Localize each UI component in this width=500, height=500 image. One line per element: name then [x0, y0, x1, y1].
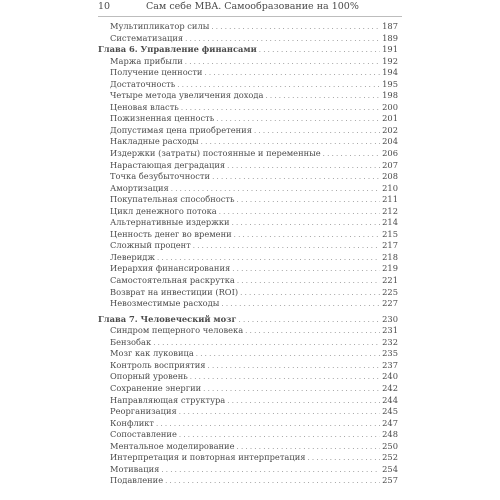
dot-leader [185, 57, 380, 69]
toc-entry [98, 56, 398, 68]
toc-page-number: 212 [382, 205, 398, 216]
dot-leader [237, 195, 381, 207]
toc-page-number: 207 [382, 159, 398, 170]
dot-leader [239, 315, 381, 327]
toc-page-number: 245 [382, 406, 398, 417]
toc-page-number: 257 [382, 475, 398, 486]
toc-title: Альтернативные издержки [110, 217, 230, 228]
toc-title: Сохранение энергии [110, 382, 202, 393]
toc-entry [98, 348, 398, 360]
toc-title: Синдром пещерного человека [110, 325, 244, 336]
toc-title: Цикл денежного потока [110, 205, 217, 216]
toc-page-number: 211 [382, 194, 398, 205]
running-title: Сам себе MBA. Самообразование на 100% [146, 1, 359, 12]
toc-page-number: 215 [382, 228, 398, 239]
toc-title: Достаточность [110, 78, 176, 89]
page-number: 10 [98, 1, 111, 12]
toc-title: Бензобак [110, 336, 152, 347]
toc-title: Четыре метода увеличения дохода [110, 90, 264, 101]
toc-page-number: 230 [382, 313, 398, 324]
toc-page-number: 219 [382, 263, 398, 274]
toc-title: Ценность денег во времени [110, 228, 232, 239]
dot-leader [208, 361, 381, 373]
toc-page-number: 217 [382, 240, 398, 251]
toc-entry [98, 337, 398, 349]
toc-title: Мозг как луковица [110, 348, 194, 359]
toc-chapter [98, 314, 398, 326]
toc-entry [98, 33, 398, 45]
toc-page-number: 250 [382, 440, 398, 451]
toc-page-number: 187 [382, 21, 398, 31]
toc-entry [98, 183, 398, 195]
toc-title: Конфликт [110, 417, 155, 428]
toc-entry [98, 90, 398, 102]
toc-page-number: 235 [382, 348, 398, 359]
toc-title: Интерпретация и повторная интерпретация [110, 452, 306, 463]
toc-entry [98, 475, 398, 487]
dot-leader [265, 91, 380, 103]
toc-page-number: 231 [382, 325, 398, 336]
toc-title: Мультипликатор силы [110, 21, 210, 31]
dot-leader [232, 218, 381, 230]
toc-title: Получение ценности [110, 67, 203, 78]
dot-leader [227, 161, 380, 173]
dot-leader [190, 372, 380, 384]
toc-title: Невозместимые расходы [110, 298, 220, 309]
toc-title: Издержки (затраты) постоянные и переменные [110, 148, 321, 159]
toc-page-number: 201 [382, 113, 398, 124]
toc-title: Самостоятельная раскрутка [110, 275, 235, 286]
toc-title: Амортизация [110, 182, 169, 193]
toc-title: Накладные расходы [110, 136, 199, 147]
toc-page-number: 237 [382, 359, 398, 370]
toc-page-number: 252 [382, 452, 398, 463]
dot-leader [234, 230, 381, 242]
dot-leader [237, 276, 380, 288]
toc-title: Сложный процент [110, 240, 191, 251]
toc-page-number: 242 [382, 382, 398, 393]
toc-title: Пожизненная ценность [110, 113, 215, 124]
toc-entry [98, 136, 398, 148]
dot-leader [219, 207, 380, 219]
dot-leader [156, 419, 380, 431]
toc-entry [98, 102, 398, 114]
toc-title: Мотивация [110, 463, 160, 474]
toc-page-number: 195 [382, 78, 398, 89]
toc-entry [98, 287, 398, 299]
toc-title: Контроль восприятия [110, 359, 206, 370]
toc-entry [98, 206, 398, 218]
toc-title: Систематизация [110, 32, 184, 43]
dot-leader [240, 288, 380, 300]
toc-entry [98, 252, 398, 264]
toc-entry [98, 429, 398, 441]
toc-entry [98, 275, 398, 287]
dot-leader [193, 241, 380, 253]
toc-page-number: 189 [382, 32, 398, 43]
toc-page-number: 232 [382, 336, 398, 347]
dot-leader [323, 149, 380, 161]
toc-entry [98, 67, 398, 79]
dot-leader [307, 453, 380, 465]
toc-entry [98, 194, 398, 206]
toc-entry [98, 464, 398, 476]
toc-entry [98, 113, 398, 125]
dot-leader [203, 384, 380, 396]
toc-page-number: 248 [382, 429, 398, 440]
toc-page-number: 194 [382, 67, 398, 78]
toc-page-number: 225 [382, 286, 398, 297]
toc-entry [98, 383, 398, 395]
toc-entry [98, 325, 398, 337]
toc-page-number: 198 [382, 90, 398, 101]
toc-entry [98, 160, 398, 172]
toc-entry [98, 263, 398, 275]
dot-leader [245, 326, 380, 338]
toc-entry [98, 229, 398, 241]
toc-entry [98, 217, 398, 229]
toc-page-number: 240 [382, 371, 398, 382]
toc-title: Подавление [110, 475, 164, 486]
toc-title: Возврат на инвестиции (ROI) [110, 286, 239, 297]
toc-entry [98, 395, 398, 407]
toc-entry [98, 125, 398, 137]
toc-page-number: 206 [382, 148, 398, 159]
toc-title: Глава 7. Человеческий мозг [98, 313, 237, 324]
toc-entry [98, 240, 398, 252]
toc-page-number: 208 [382, 171, 398, 182]
dot-leader [259, 45, 380, 57]
toc-title: Глава 6. Управление финансами [98, 44, 257, 55]
toc-title: Точка безубыточности [110, 171, 211, 182]
toc-entry [98, 79, 398, 91]
toc-page-number: 214 [382, 217, 398, 228]
toc-title: Допустимая цена приобретения [110, 124, 252, 135]
toc-title: Иерархия финансирования [110, 263, 231, 274]
toc-page-number: 254 [382, 463, 398, 474]
toc-title: Сопоставление [110, 429, 177, 440]
toc-entry [98, 452, 398, 464]
toc-title: Ментальное моделирование [110, 440, 235, 451]
toc-page-number: 227 [382, 298, 398, 309]
toc-title: Опорный уровень [110, 371, 188, 382]
toc-title: Направляющая структура [110, 394, 226, 405]
toc-chapter [98, 44, 398, 56]
toc-page-number: 218 [382, 251, 398, 262]
toc-page-number: 210 [382, 182, 398, 193]
toc-page-number: 247 [382, 417, 398, 428]
toc-page-number: 191 [382, 44, 398, 55]
dot-leader [227, 396, 380, 408]
toc-title: Леверидж [110, 251, 155, 262]
toc-entry [98, 360, 398, 372]
toc-entry [98, 298, 398, 310]
toc-entry [98, 406, 398, 418]
toc-entry [98, 418, 398, 430]
toc-title: Нарастающая деградация [110, 159, 226, 170]
dot-leader [196, 349, 380, 361]
toc-page-number: 204 [382, 136, 398, 147]
running-header [98, 0, 402, 17]
dot-leader [179, 407, 380, 419]
dot-leader [212, 172, 380, 184]
toc-title: Ценовая власть [110, 101, 179, 112]
toc-page-number: 221 [382, 275, 398, 286]
dot-leader [204, 68, 380, 80]
toc-entry [98, 371, 398, 383]
toc-entry [98, 171, 398, 183]
toc-title: Реорганизация [110, 406, 177, 417]
toc-title: Покупательная способность [110, 194, 235, 205]
dot-leader [232, 264, 380, 276]
toc-page-number: 192 [382, 55, 398, 66]
toc-page-number: 200 [382, 101, 398, 112]
toc-entry [98, 21, 398, 33]
dot-leader [211, 22, 380, 34]
table-of-contents [98, 21, 398, 487]
toc-page-number: 202 [382, 124, 398, 135]
toc-title: Маржа прибыли [110, 55, 183, 66]
dot-leader [254, 126, 380, 138]
toc-entry [98, 148, 398, 160]
dot-leader [161, 465, 380, 477]
dot-leader [165, 476, 380, 488]
toc-page-number: 244 [382, 394, 398, 405]
dot-leader [221, 299, 380, 311]
toc-entry [98, 441, 398, 453]
